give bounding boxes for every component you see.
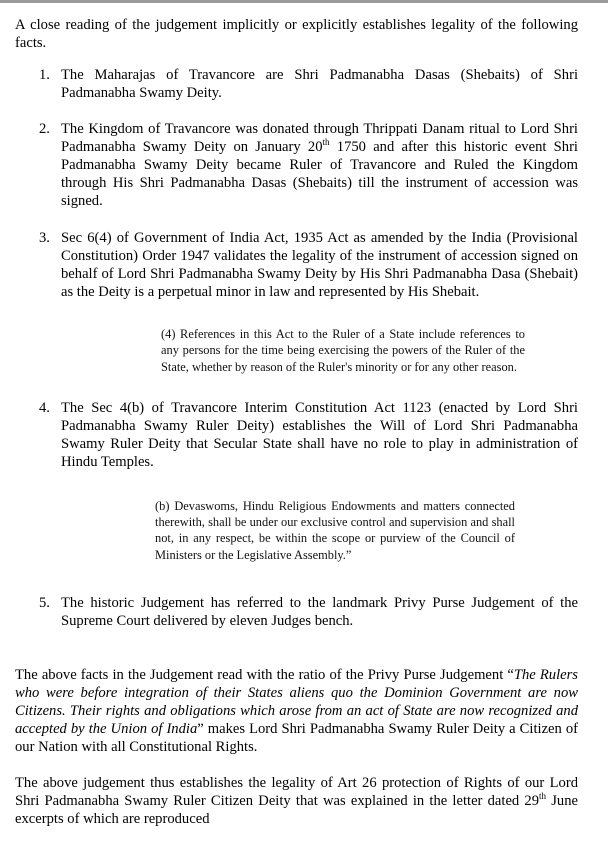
superscript: th (322, 137, 330, 148)
list-number: 3. (39, 230, 50, 246)
list-item (39, 66, 578, 102)
top-border (0, 0, 608, 3)
intro-paragraph: A close reading of the judgement implicitly or explicitly establishes legality of the following facts. (15, 17, 578, 51)
list-item-text: The historic Judgement has referred to the landmark Privy Purse Judgement of the Supreme Court delivered by eleven Judges bench. (61, 595, 578, 630)
block-quote: (b) Devaswoms, Hindu Religious Endowments and matters connected therewith, shall be under our exclusive control and supervision and shall not, in any respect, be within the scope or purview of the Council of Ministers or the Legislative Assembly.” (155, 498, 515, 562)
body-paragraph (15, 666, 578, 756)
list-item (39, 229, 578, 301)
text-segment: June excerpts of which are reproduced (15, 793, 579, 828)
text-segment: 1750 and after this historic event Shri Padmanabha Swamy Deity became Ruler of Travancore and Ruled the Kingdom through His Shri Padmanabha Dasas (Shebaits) till the instrument of accession was signed. (61, 139, 578, 209)
text-segment: ” makes Lord Shri Padmanabha Swamy Ruler Deity a Citizen of our Nation with all Constitutional Rights. (15, 721, 579, 756)
text-segment: The above facts in the Judgement read with the ratio of the Privy Purse Judgement “ (15, 667, 514, 684)
text-segment: The above judgement thus establishes the legality of Art 26 protection of Rights of our Lord Shri Padmanabha Swamy Ruler Citizen Deity that was explained in the letter dated 29 (15, 775, 578, 810)
list-item-text: The Sec 4(b) of Travancore Interim Constitution Act 1123 (enacted by Lord Shri Padmanabha Swamy Ruler Deity) establishes the Will of Lord Shri Padmanabha Swamy Ruler Deity that Secular State shall have no role to play in administration of Hindu Temples. (61, 399, 578, 470)
list-item (39, 120, 578, 210)
list-item (39, 399, 578, 471)
list-number: 1. (39, 67, 50, 83)
block-quote: (4) References in this Act to the Ruler of a State include references to any persons for the time being exercising the powers of the Ruler of the State, whether by reason of the Ruler's minority or for any other reason. (161, 327, 525, 374)
document-page (15, 16, 578, 828)
text-segment: The Kingdom of Travancore was donated through Thrippati Danam ritual to Lord Shri Padmanabha Swamy Deity on January 20 (61, 121, 578, 155)
italic-quote: The Rulers who were before integration of their States aliens quo the Dominion Government are now Citizens. Their rights and obligations which arose from an act of State are now recognized and accepted by the Union of India (15, 667, 578, 738)
list-number: 5. (39, 595, 50, 612)
body-paragraph (15, 774, 578, 828)
list-item-text: The Maharajas of Travancore are Shri Padmanabha Dasas (Shebaits) of Shri Padmanabha Swamy Deity. (61, 67, 578, 101)
list-item (39, 594, 578, 630)
list-item-text: Sec 6(4) of Government of India Act, 1935 Act as amended by the India (Provisional Constitution) Order 1947 validates the legality of the instrument of accession signed on behalf of Lord Shri Padmanabha Swamy Deity by His Shri Padmanabha Dasa (Shebait) as the Deity is a perpetual minor in law and represented by His Shebait. (61, 230, 578, 300)
list-item-text (61, 120, 578, 210)
list-number: 2. (39, 121, 50, 137)
superscript: th (539, 791, 547, 802)
list-number: 4. (39, 399, 50, 416)
